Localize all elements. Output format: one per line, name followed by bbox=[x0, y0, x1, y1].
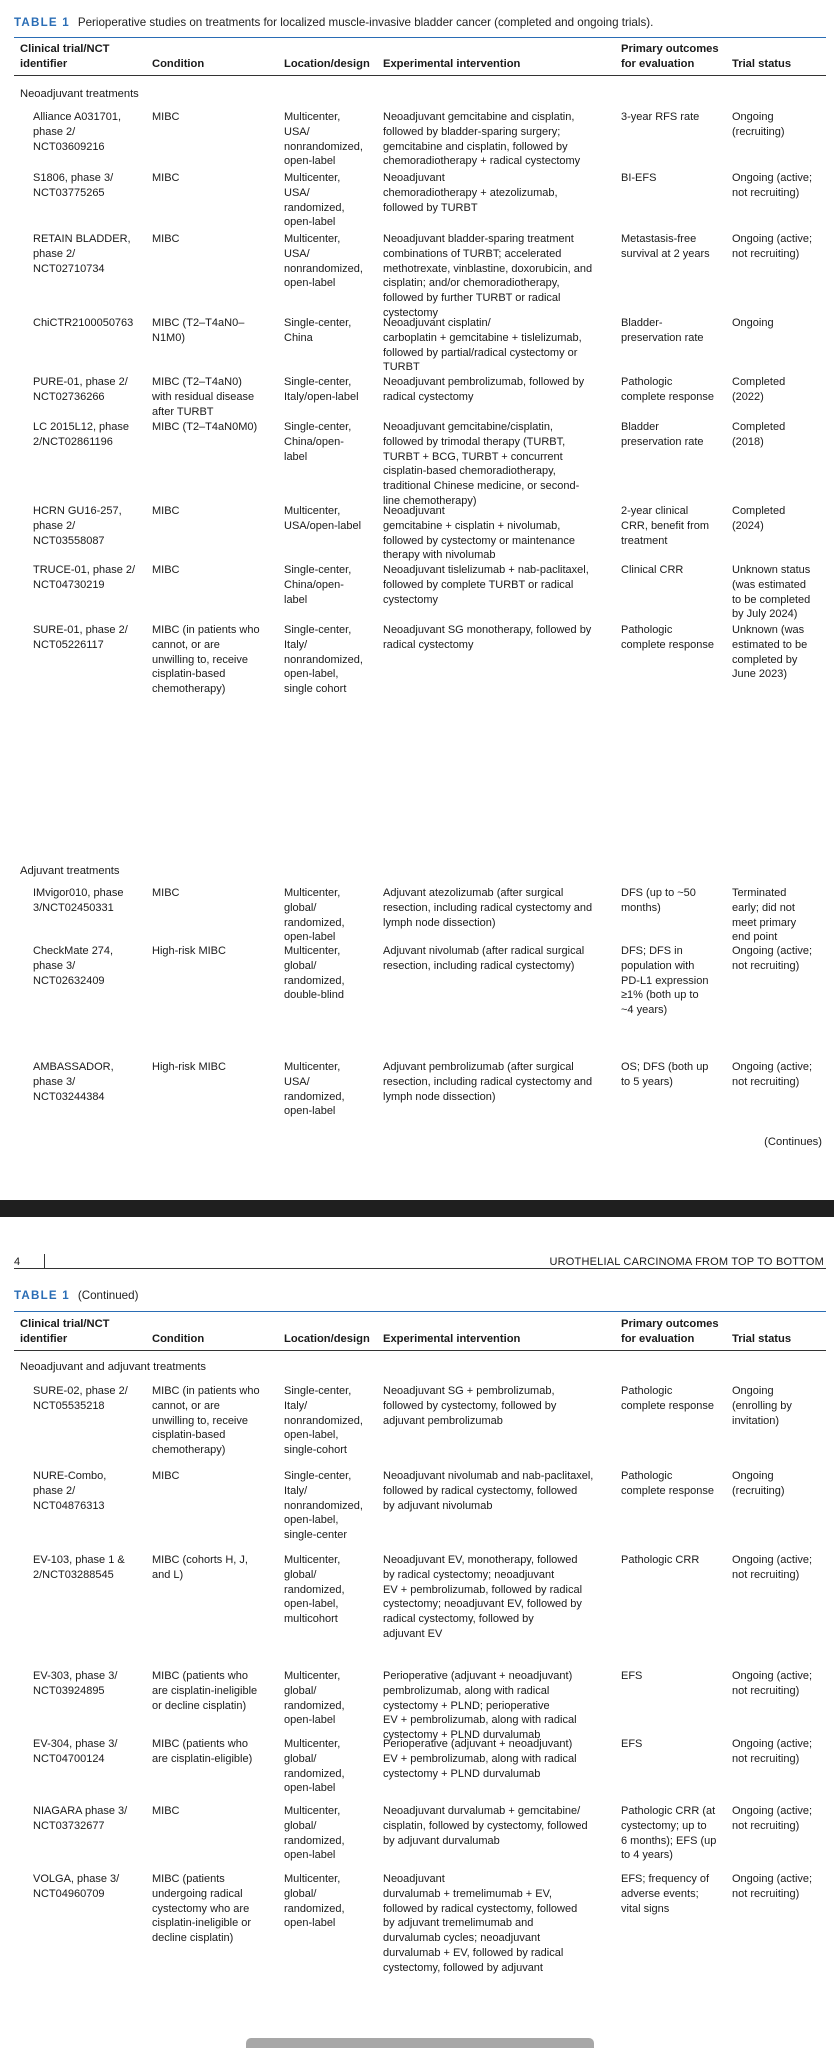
cell-intervention: Neoadjuvant gemcitabine/cisplatin, followed by trimodal therapy (TURBT, TURBT + BCG, TURBT + concurrent cisplatin-based chemoradiotherapy, traditional Chinese medicine, or second- line chemotherapy) bbox=[383, 421, 580, 507]
cell-outcome: Pathologic complete response bbox=[621, 376, 714, 403]
cell-outcome: 2-year clinical CRR, benefit from treatment bbox=[621, 505, 710, 547]
table-caption-text: Perioperative studies on treatments for localized muscle-invasive bladder cancer (completed and ongoing trials). bbox=[77, 16, 654, 29]
cell-status: Ongoing (active; not recruiting) bbox=[732, 233, 813, 260]
cell-location: Multicenter, global/ randomized, open-label bbox=[284, 1805, 345, 1862]
header-rule-top bbox=[14, 37, 826, 38]
column-header-outcomes: Primary outcomes for evaluation bbox=[621, 43, 719, 70]
cell-status: Completed (2018) bbox=[732, 421, 786, 448]
cell-location: Multicenter, global/ randomized, open-label bbox=[284, 1670, 345, 1727]
cell-condition: MIBC (in patients who cannot, or are unwilling to, receive cisplatin-based chemotherapy) bbox=[152, 624, 260, 696]
cell-identifier: ChiCTR2100050763 bbox=[33, 317, 134, 329]
cell-identifier: VOLGA, phase 3/ NCT04960709 bbox=[33, 1873, 120, 1900]
cell-intervention: Neoadjuvant durvalumab + gemcitabine/ cisplatin, followed by cystectomy, followed by adjuvant durvalumab bbox=[383, 1805, 588, 1847]
cell-intervention: Adjuvant nivolumab (after radical surgical resection, including radical cystectomy) bbox=[383, 945, 585, 972]
cell-status: Ongoing (active; not recruiting) bbox=[732, 172, 813, 199]
cell-location: Multicenter, USA/ nonrandomized, open-label bbox=[284, 233, 363, 290]
cell-condition: MIBC bbox=[152, 1470, 180, 1482]
column-header-condition-continued: Condition bbox=[152, 1333, 205, 1345]
cell-outcome: OS; DFS (both up to 5 years) bbox=[621, 1061, 709, 1088]
cell-condition: High-risk MIBC bbox=[152, 945, 226, 957]
cell-condition: MIBC bbox=[152, 172, 180, 184]
cell-location: Multicenter, global/ randomized, open-label, multicohort bbox=[284, 1554, 345, 1626]
cell-condition: MIBC (T2–T4aN0M0) bbox=[152, 421, 258, 433]
cell-condition: MIBC bbox=[152, 111, 180, 123]
cell-status: Terminated early; did not meet primary end point bbox=[732, 887, 797, 944]
page-break-band bbox=[0, 1200, 834, 1217]
cell-status: Ongoing (active; not recruiting) bbox=[732, 1738, 813, 1765]
cell-identifier: EV-303, phase 3/ NCT03924895 bbox=[33, 1670, 118, 1697]
cell-status: Completed (2022) bbox=[732, 376, 786, 403]
cell-location: Single-center, Italy/ nonrandomized, open-label, single-cohort bbox=[284, 1385, 363, 1457]
cell-outcome: Pathologic complete response bbox=[621, 1385, 714, 1412]
cell-condition: MIBC (patients who are cisplatin-ineligible or decline cisplatin) bbox=[152, 1670, 258, 1712]
cell-location: Single-center, China/open- label bbox=[284, 564, 352, 606]
cell-intervention: Perioperative (adjuvant + neoadjuvant) pembrolizumab, along with radical cystectomy + PLND; perioperative EV + pembrolizumab, along with radical cystectomy + PLND durvalumab bbox=[383, 1670, 577, 1742]
cell-status: Completed (2024) bbox=[732, 505, 786, 532]
cell-identifier: HCRN GU16-257, phase 2/ NCT03558087 bbox=[33, 505, 122, 547]
cell-intervention: Perioperative (adjuvant + neoadjuvant) EV + pembrolizumab, along with radical cystectomy + PLND durvalumab bbox=[383, 1738, 577, 1780]
cell-identifier: PURE-01, phase 2/ NCT02736266 bbox=[33, 376, 128, 403]
cell-identifier: S1806, phase 3/ NCT03775265 bbox=[33, 172, 114, 199]
cell-outcome: Pathologic complete response bbox=[621, 1470, 714, 1497]
cell-location: Multicenter, USA/ randomized, open-label bbox=[284, 172, 345, 229]
cell-outcome: Bladder preservation rate bbox=[621, 421, 704, 448]
table-caption-continued-text: (Continued) bbox=[77, 1289, 139, 1302]
running-header-rule bbox=[14, 1268, 826, 1269]
cell-condition: MIBC bbox=[152, 505, 180, 517]
cell-status: Ongoing bbox=[732, 317, 774, 329]
column-header-condition: Condition bbox=[152, 58, 205, 70]
cell-location: Multicenter, global/ randomized, open-label bbox=[284, 1873, 345, 1930]
cell-identifier: IMvigor010, phase 3/NCT02450331 bbox=[33, 887, 124, 914]
cell-condition: MIBC bbox=[152, 1805, 180, 1817]
cell-status: Ongoing (enrolling by invitation) bbox=[732, 1385, 792, 1427]
cell-outcome: Pathologic CRR (at cystectomy; up to 6 months); EFS (up to 4 years) bbox=[621, 1805, 717, 1862]
cell-intervention: Neoadjuvant nivolumab and nab-paclitaxel, followed by radical cystectomy, followed by adjuvant nivolumab bbox=[383, 1470, 594, 1512]
running-header: UROTHELIAL CARCINOMA FROM TOP TO BOTTOM bbox=[549, 1256, 824, 1268]
cell-intervention: Neoadjuvant pembrolizumab, followed by radical cystectomy bbox=[383, 376, 585, 403]
cell-intervention: Neoadjuvant chemoradiotherapy + atezolizumab, followed by TURBT bbox=[383, 172, 558, 214]
cell-status: Ongoing (recruiting) bbox=[732, 1470, 785, 1497]
column-header-intervention: Experimental intervention bbox=[383, 58, 521, 70]
cell-status: Ongoing (active; not recruiting) bbox=[732, 1670, 813, 1697]
cell-identifier: CheckMate 274, phase 3/ NCT02632409 bbox=[33, 945, 114, 987]
cell-location: Single-center, Italy/ nonrandomized, open-label, single-center bbox=[284, 1470, 363, 1542]
cell-outcome: DFS; DFS in population with PD-L1 expression ≥1% (both up to ~4 years) bbox=[621, 945, 709, 1017]
cell-location: Multicenter, USA/ nonrandomized, open-label bbox=[284, 111, 363, 168]
column-header-status-continued: Trial status bbox=[732, 1333, 792, 1345]
cell-intervention: Neoadjuvant cisplatin/ carboplatin + gemcitabine + tislelizumab, followed by partial/radical cystectomy or TURBT bbox=[383, 317, 582, 374]
cell-identifier: SURE-02, phase 2/ NCT05535218 bbox=[33, 1385, 128, 1412]
cell-outcome: Clinical CRR bbox=[621, 564, 684, 576]
cell-condition: MIBC (cohorts H, J, and L) bbox=[152, 1554, 248, 1581]
table-label: TABLE 1 bbox=[14, 16, 70, 29]
column-header-location: Location/design bbox=[284, 58, 370, 70]
column-header-status: Trial status bbox=[732, 58, 792, 70]
cell-outcome: EFS bbox=[621, 1738, 643, 1750]
cell-outcome: Pathologic complete response bbox=[621, 624, 714, 651]
cell-location: Single-center, China bbox=[284, 317, 352, 344]
cell-outcome: Metastasis-free survival at 2 years bbox=[621, 233, 710, 260]
cell-intervention: Neoadjuvant gemcitabine and cisplatin, followed by bladder-sparing surgery; gemcitabine and cisplatin, followed by chemoradiotherapy + radical cystectomy bbox=[383, 111, 581, 168]
cell-condition: MIBC bbox=[152, 564, 180, 576]
cell-outcome: Pathologic CRR bbox=[621, 1554, 700, 1566]
column-header-outcomes-continued: Primary outcomes for evaluation bbox=[621, 1318, 719, 1345]
column-header-location-continued: Location/design bbox=[284, 1333, 370, 1345]
section-heading-neo-and-adjuvant: Neoadjuvant and adjuvant treatments bbox=[20, 1361, 206, 1373]
table-label-continued: TABLE 1 bbox=[14, 1289, 70, 1302]
cell-location: Multicenter, USA/ randomized, open-label bbox=[284, 1061, 345, 1118]
cell-intervention: Neoadjuvant durvalumab + tremelimumab + EV, followed by radical cystectomy, followed by adjuvant tremelimumab and durvalumab cycles; neoadjuvant durvalumab + EV, followed by radical cystectomy, followed by adjuvant bbox=[383, 1873, 578, 1974]
column-header-identifier: Clinical trial/NCT identifier bbox=[20, 43, 110, 70]
cell-intervention: Adjuvant pembrolizumab (after surgical resection, including radical cystectomy and lymph node dissection) bbox=[383, 1061, 593, 1103]
cell-identifier: EV-304, phase 3/ NCT04700124 bbox=[33, 1738, 118, 1765]
table-caption bbox=[14, 16, 653, 29]
page-number: 4 bbox=[14, 1256, 21, 1268]
column-header-intervention-continued: Experimental intervention bbox=[383, 1333, 521, 1345]
cell-condition: High-risk MIBC bbox=[152, 1061, 226, 1073]
cell-identifier: Alliance A031701, phase 2/ NCT03609216 bbox=[33, 111, 122, 153]
cell-condition: MIBC (T2–T4aN0) with residual disease after TURBT bbox=[152, 376, 255, 418]
header-rule-bottom-continued bbox=[14, 1350, 826, 1351]
cell-condition: MIBC bbox=[152, 887, 180, 899]
header-rule-top-continued bbox=[14, 1311, 826, 1312]
cell-intervention: Neoadjuvant SG + pembrolizumab, followed by cystectomy, followed by adjuvant pembrolizumab bbox=[383, 1385, 557, 1427]
cell-outcome: 3-year RFS rate bbox=[621, 111, 700, 123]
cell-outcome: DFS (up to ~50 months) bbox=[621, 887, 696, 914]
cell-intervention: Neoadjuvant SG monotherapy, followed by radical cystectomy bbox=[383, 624, 592, 651]
cell-status: Ongoing (active; not recruiting) bbox=[732, 1805, 813, 1832]
cell-condition: MIBC (patients who are cisplatin-eligible) bbox=[152, 1738, 253, 1765]
cell-location: Multicenter, global/ randomized, double-blind bbox=[284, 945, 345, 1002]
column-header-identifier-continued: Clinical trial/NCT identifier bbox=[20, 1318, 110, 1345]
cell-identifier: NIAGARA phase 3/ NCT03732677 bbox=[33, 1805, 128, 1832]
cell-location: Multicenter, global/ randomized, open-label bbox=[284, 1738, 345, 1795]
section-heading-adjuvant: Adjuvant treatments bbox=[20, 865, 120, 877]
cell-identifier: SURE-01, phase 2/ NCT05226117 bbox=[33, 624, 128, 651]
document-page-2 bbox=[0, 1217, 834, 2048]
section-heading-neoadjuvant: Neoadjuvant treatments bbox=[20, 88, 139, 100]
cell-outcome: BI-EFS bbox=[621, 172, 657, 184]
cell-condition: MIBC (in patients who cannot, or are unwilling to, receive cisplatin-based chemotherapy) bbox=[152, 1385, 260, 1457]
cell-location: Single-center, China/open- label bbox=[284, 421, 352, 463]
table-caption-continued bbox=[14, 1289, 138, 1302]
cell-location: Multicenter, USA/open-label bbox=[284, 505, 362, 532]
cell-location: Single-center, Italy/ nonrandomized, open-label, single cohort bbox=[284, 624, 363, 696]
cell-status: Unknown (was estimated to be completed by June 2023) bbox=[732, 624, 808, 681]
cell-identifier: RETAIN BLADDER, phase 2/ NCT02710734 bbox=[33, 233, 131, 275]
cell-condition: MIBC (T2–T4aN0– N1M0) bbox=[152, 317, 245, 344]
cell-status: Unknown status (was estimated to be completed by July 2024) bbox=[732, 564, 811, 621]
continues-note: (Continues) bbox=[764, 1136, 822, 1148]
cell-identifier: EV-103, phase 1 & 2/NCT03288545 bbox=[33, 1554, 125, 1581]
cell-outcome: EFS; frequency of adverse events; vital signs bbox=[621, 1873, 710, 1915]
cell-intervention: Neoadjuvant tislelizumab + nab-paclitaxel, followed by complete TURBT or radical cystectomy bbox=[383, 564, 589, 606]
cell-intervention: Neoadjuvant bladder-sparing treatment combinations of TURBT; accelerated methotrexate, vinblastine, doxorubicin, and cisplatin; and/or chemoradiotherapy, followed by further TURBT or radical cystectomy bbox=[383, 233, 593, 319]
cell-status: Ongoing (recruiting) bbox=[732, 111, 785, 138]
cell-identifier: NURE-Combo, phase 2/ NCT04876313 bbox=[33, 1470, 107, 1512]
cell-status: Ongoing (active; not recruiting) bbox=[732, 1061, 813, 1088]
cell-outcome: EFS bbox=[621, 1670, 643, 1682]
cell-location: Single-center, Italy/open-label bbox=[284, 376, 359, 403]
cell-identifier: TRUCE-01, phase 2/ NCT04730219 bbox=[33, 564, 136, 591]
horizontal-scrollbar[interactable] bbox=[246, 2038, 594, 2048]
cell-intervention: Neoadjuvant gemcitabine + cisplatin + nivolumab, followed by cystectomy or maintenance therapy with nivolumab bbox=[383, 505, 575, 562]
cell-location: Multicenter, global/ randomized, open-label bbox=[284, 887, 345, 944]
cell-outcome: Bladder- preservation rate bbox=[621, 317, 704, 344]
cell-intervention: Neoadjuvant EV, monotherapy, followed by radical cystectomy; neoadjuvant EV + pembrolizumab, followed by radical cystectomy; neoadjuvant EV, followed by radical cystectomy, followed by adjuvant EV bbox=[383, 1554, 583, 1640]
page-number-divider bbox=[44, 1254, 45, 1268]
header-rule-bottom bbox=[14, 75, 826, 76]
cell-status: Ongoing (active; not recruiting) bbox=[732, 1873, 813, 1900]
cell-identifier: LC 2015L12, phase 2/NCT02861196 bbox=[33, 421, 130, 448]
cell-intervention: Adjuvant atezolizumab (after surgical resection, including radical cystectomy and lymph node dissection) bbox=[383, 887, 593, 929]
cell-condition: MIBC bbox=[152, 233, 180, 245]
cell-status: Ongoing (active; not recruiting) bbox=[732, 1554, 813, 1581]
cell-identifier: AMBASSADOR, phase 3/ NCT03244384 bbox=[33, 1061, 114, 1103]
cell-condition: MIBC (patients undergoing radical cystectomy who are cisplatin-ineligible or decline cisplatin) bbox=[152, 1873, 252, 1945]
cell-status: Ongoing (active; not recruiting) bbox=[732, 945, 813, 972]
